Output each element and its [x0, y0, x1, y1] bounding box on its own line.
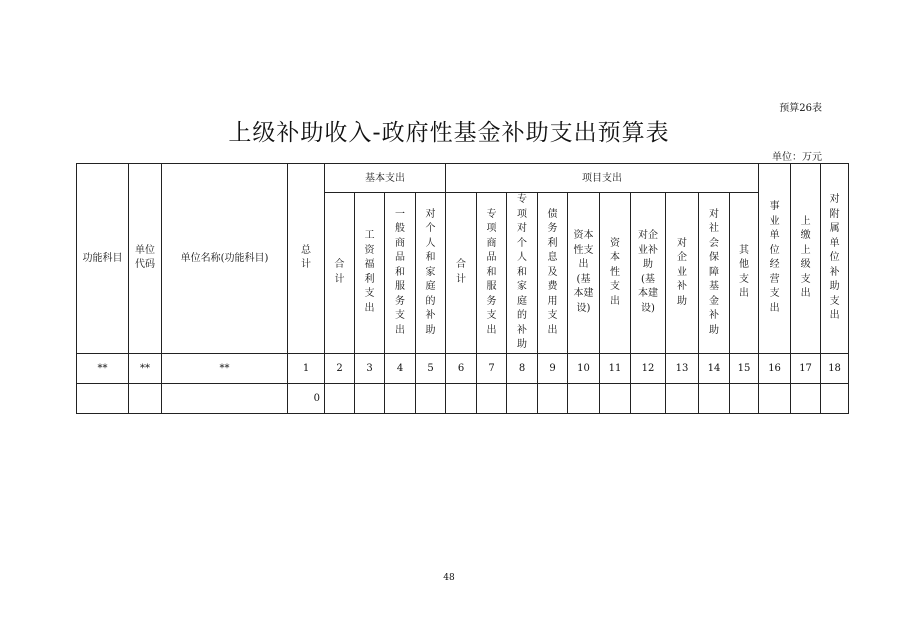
index-cell: 4: [385, 353, 416, 383]
header-unit-name: 单位名称(功能科目): [162, 164, 288, 354]
data-cell: [699, 383, 730, 413]
data-cell: [600, 383, 631, 413]
header-individual-household: 对个人和家庭的补助: [416, 193, 446, 354]
header-unit-code: 单位代码: [129, 164, 162, 354]
data-cell: [791, 383, 821, 413]
header-enterprise-subsidy: 对企业补助: [666, 193, 699, 354]
data-cell: [385, 383, 416, 413]
index-cell: 11: [600, 353, 631, 383]
header-wages-welfare: 工资福利支出: [355, 193, 385, 354]
index-cell: **: [162, 353, 288, 383]
data-cell: [416, 383, 446, 413]
data-cell: [821, 383, 849, 413]
index-cell: 7: [477, 353, 507, 383]
header-capital: 资本性支出: [600, 193, 631, 354]
budget-table: [76, 163, 849, 414]
index-cell: 17: [791, 353, 821, 383]
header-basic-expenditure: 基本支出: [325, 164, 446, 193]
data-cell: [355, 383, 385, 413]
index-cell: **: [129, 353, 162, 383]
header-basic-subtotal: 合计: [325, 193, 355, 354]
header-remit-superior: 上缴上级支出: [791, 164, 821, 354]
header-other: 其他支出: [730, 193, 759, 354]
data-cell: [538, 383, 568, 413]
header-total: 总计: [288, 164, 325, 354]
index-cell: 6: [446, 353, 477, 383]
index-cell: 1: [288, 353, 325, 383]
table-number: 预算26表: [779, 103, 822, 114]
index-cell: 13: [666, 353, 699, 383]
header-debt-interest: 债务利息及费用支出: [538, 193, 568, 354]
index-cell: 2: [325, 353, 355, 383]
index-cell: **: [77, 353, 129, 383]
header-special-individual: 专项对个人和家庭的补助: [507, 193, 538, 354]
header-special-goods-services: 专项商品和服务支出: [477, 193, 507, 354]
page-number: 48: [443, 573, 455, 583]
index-cell: 18: [821, 353, 849, 383]
header-project-subtotal: 合计: [446, 193, 477, 354]
data-cell: [759, 383, 791, 413]
data-cell: [162, 383, 288, 413]
table-row: [77, 383, 849, 413]
header-social-security: 对社会保障基金补助: [699, 193, 730, 354]
data-cell: [730, 383, 759, 413]
index-cell: 9: [538, 353, 568, 383]
data-cell: [507, 383, 538, 413]
header-business-expenditure: 事业单位经营支出: [759, 164, 791, 354]
data-cell: [77, 383, 129, 413]
index-cell: 3: [355, 353, 385, 383]
data-cell: [325, 383, 355, 413]
table-row: [77, 353, 849, 383]
data-cell: [446, 383, 477, 413]
unit-label: 单位：万元: [772, 152, 822, 163]
total-value: 0: [288, 383, 325, 413]
index-cell: 8: [507, 353, 538, 383]
header-project-expenditure: 项目支出: [446, 164, 759, 193]
data-cell: [666, 383, 699, 413]
data-cell: [477, 383, 507, 413]
data-cell: [568, 383, 600, 413]
header-capital-construction: 资本性支出(基本建设): [568, 193, 600, 354]
index-cell: 10: [568, 353, 600, 383]
index-cell: 5: [416, 353, 446, 383]
header-function-subject: 功能科目: [77, 164, 129, 354]
page-title: 上级补助收入-政府性基金补助支出预算表: [228, 120, 670, 146]
index-cell: 16: [759, 353, 791, 383]
data-cell: [631, 383, 666, 413]
index-cell: 14: [699, 353, 730, 383]
header-enterprise-construction: 对企业补助(基本建设): [631, 193, 666, 354]
index-cell: 12: [631, 353, 666, 383]
index-cell: 15: [730, 353, 759, 383]
data-cell: [129, 383, 162, 413]
header-goods-services: 一般商品和服务支出: [385, 193, 416, 354]
header-subsidiary-subsidy: 对附属单位补助支出: [821, 164, 849, 354]
